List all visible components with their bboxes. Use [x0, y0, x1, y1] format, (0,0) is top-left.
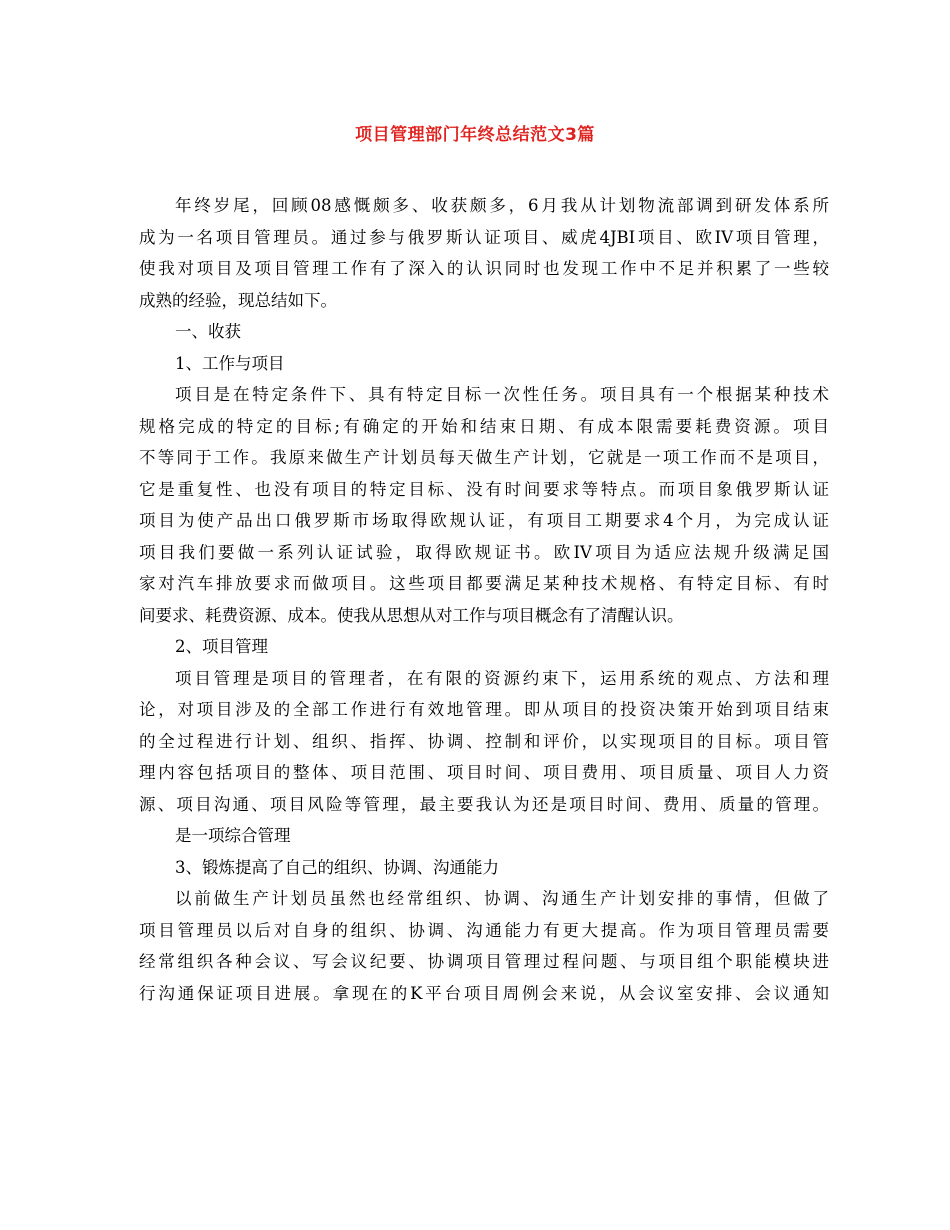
text-line: 3、锻炼提高了自己的组织、协调、沟通能力: [175, 857, 499, 877]
text-line: 成熟的经验，现总结如下。: [139, 290, 337, 310]
text-line: 项目我们要做一系列认证试验，取得欧规证书。欧IV项目为适应法规升级满足国: [139, 542, 829, 562]
text-line: 成为一名项目管理员。通过参与俄罗斯认证项目、威虎4JBI项目、欧IV项目管理，: [139, 227, 829, 247]
text-line: 规格完成的特定的目标;有确定的开始和结束日期、有成本限需要耗费资源。项目: [139, 416, 829, 436]
text-line: 的全过程进行计划、组织、指挥、协调、控制和评价，以实现项目的目标。项目管: [139, 731, 829, 751]
text-line: 2、项目管理: [175, 637, 268, 656]
text-line: 源、项目沟通、项目风险等管理，最主要我认为还是项目时间、费用、质量的管理。: [139, 794, 829, 814]
text-line: 项目是在特定条件下、具有特定目标一次性任务。项目具有一个根据某种技术: [175, 385, 829, 404]
text-line: 项目为使产品出口俄罗斯市场取得欧规认证，有项目工期要求4个月，为完成认证: [139, 511, 829, 530]
text-line: 1、工作与项目: [175, 353, 285, 373]
document-title: 项目管理部门年终总结范文3篇: [355, 125, 595, 145]
text-line: 项目管理员以后对自身的组织、协调、沟通能力有更大提高。作为项目管理员需要: [139, 920, 829, 940]
document-body: [139, 190, 829, 1009]
text-line: 行沟通保证项目进展。拿现在的K平台项目周例会来说，从会议室安排、会议通知: [139, 983, 829, 1003]
text-line: 项目管理是项目的管理者，在有限的资源约束下，运用系统的观点、方法和理: [175, 668, 829, 688]
text-line: 经常组织各种会议、写会议纪要、协调项目管理过程问题、与项目组个职能模块进: [139, 952, 829, 971]
text-line: 理内容包括项目的整体、项目范围、项目时间、项目费用、项目质量、项目人力资: [139, 763, 829, 782]
text-line: 间要求、耗费资源、成本。使我从思想从对工作与项目概念有了清醒认识。: [139, 605, 684, 625]
text-line: 它是重复性、也没有项目的特定目标、没有时间要求等特点。而项目象俄罗斯认证: [139, 479, 829, 499]
text-line: 家对汽车排放要求而做项目。这些项目都要满足某种技术规格、有特定目标、有时: [139, 574, 829, 593]
text-line: 一、收获: [175, 322, 241, 341]
text-line: 以前做生产计划员虽然也经常组织、协调、沟通生产计划安排的事情，但做了: [175, 889, 829, 908]
text-line: 不等同于工作。我原来做生产计划员每天做生产计划，它就是一项工作而不是项目，: [139, 448, 829, 467]
text-line: 论，对项目涉及的全部工作进行有效地管理。即从项目的投资决策开始到项目结束: [139, 700, 829, 719]
text-line: 使我对项目及项目管理工作有了深入的认识同时也发现工作中不足并积累了一些较: [139, 259, 829, 278]
text-line: 年终岁尾，回顾08感慨颇多、收获颇多，6月我从计划物流部调到研发体系所: [175, 196, 829, 215]
text-line: 是一项综合管理: [175, 826, 291, 845]
